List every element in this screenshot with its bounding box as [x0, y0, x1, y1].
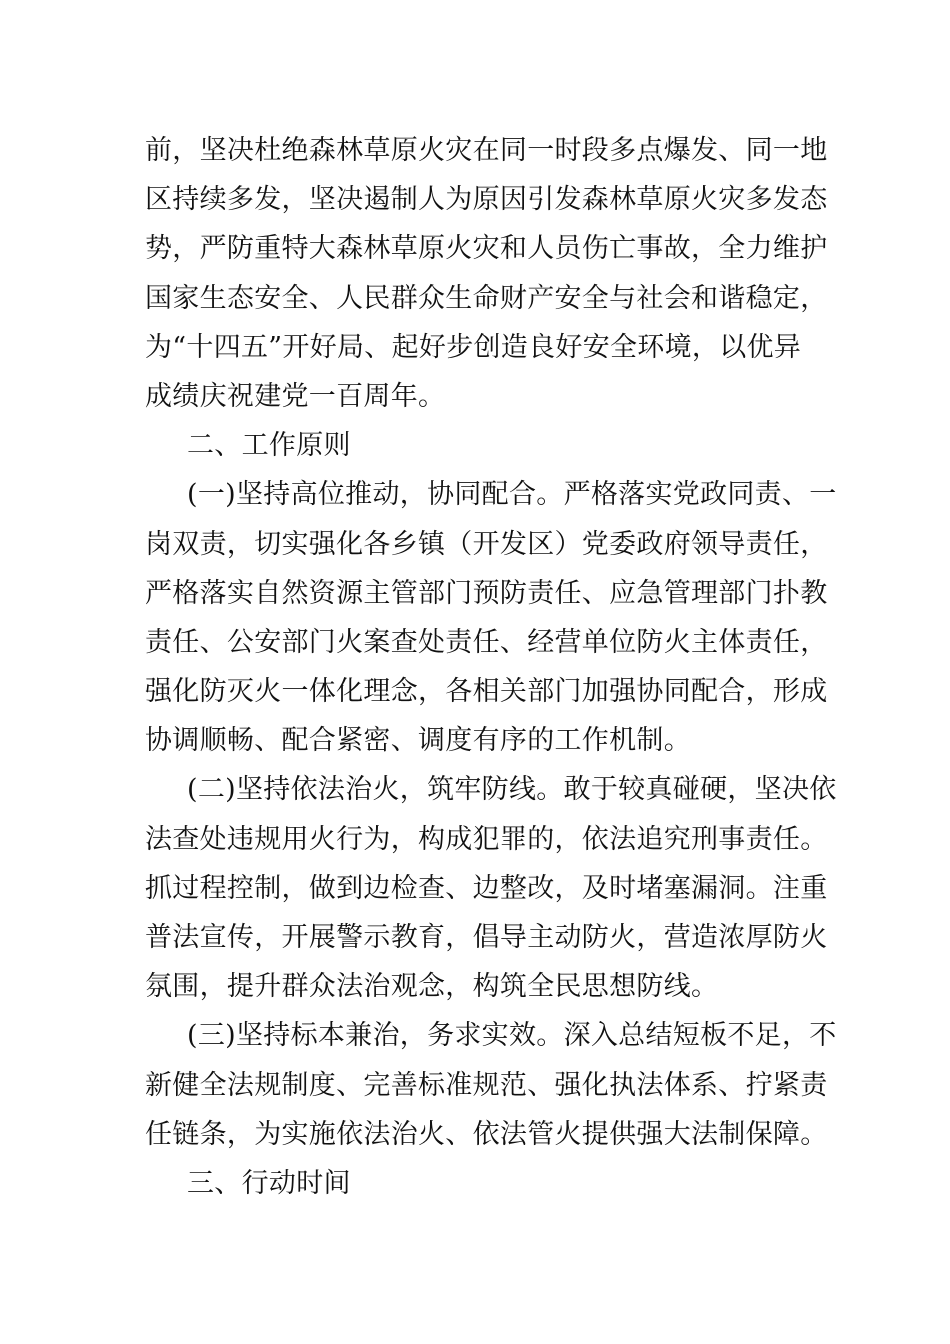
- text-line: (一)坚持高位推动，协同配合。严格落实党政同责、一: [187, 479, 837, 511]
- text-line: 为“十四五”开好局、起好步创造良好安全环境，以优异: [145, 331, 802, 363]
- section-heading: 三、行动时间: [187, 1167, 351, 1199]
- text-line: 成绩庆祝建党一百周年。: [145, 380, 446, 412]
- document-body: [145, 126, 837, 1208]
- text-line: 势，严防重特大森林草原火灾和人员伤亡事故，全力维护: [145, 233, 828, 265]
- text-line: 抓过程控制，做到边检查、边整改，及时堵塞漏洞。注重: [145, 872, 828, 904]
- text-line: 强化防灭火一体化理念，各相关部门加强协同配合，形成: [145, 676, 828, 708]
- text-line: (三)坚持标本兼治，务求实效。深入总结短板不足，不: [187, 1020, 837, 1052]
- text-line: 区持续多发，坚决遏制人为原因引发森林草原火灾多发态: [145, 184, 828, 216]
- text-line: (二)坚持依法治火，筑牢防线。敢于较真碰硬，坚决依: [187, 774, 837, 806]
- text-line: 前，坚决杜绝森林草原火灾在同一时段多点爆发、同一地: [145, 135, 828, 166]
- text-line: 任链条，为实施依法治火、依法管火提供强大法制保障。: [145, 1118, 828, 1150]
- section-heading: 二、工作原则: [187, 430, 351, 462]
- text-line: 责任、公安部门火案查处责任、经营单位防火主体责任，: [145, 626, 828, 658]
- text-line: 严格落实自然资源主管部门预防责任、应急管理部门扑教: [145, 577, 828, 609]
- text-line: 新健全法规制度、完善标准规范、强化执法体系、拧紧责: [145, 1069, 828, 1101]
- text-line: 普法宣传，开展警示教育，倡导主动防火，营造浓厚防火: [145, 922, 828, 953]
- text-line: 岗双责，切实强化各乡镇（开发区）党委政府领导责任，: [145, 528, 828, 560]
- text-line: 协调顺畅、配合紧密、调度有序的工作机制。: [145, 725, 691, 757]
- text-line: 国家生态安全、人民群众生命财产安全与社会和谐稳定，: [145, 282, 828, 314]
- text-line: 氛围，提升群众法治观念，构筑全民思想防线。: [145, 971, 719, 1003]
- text-line: 法查处违规用火行为，构成犯罪的，依法追究刑事责任。: [145, 823, 828, 855]
